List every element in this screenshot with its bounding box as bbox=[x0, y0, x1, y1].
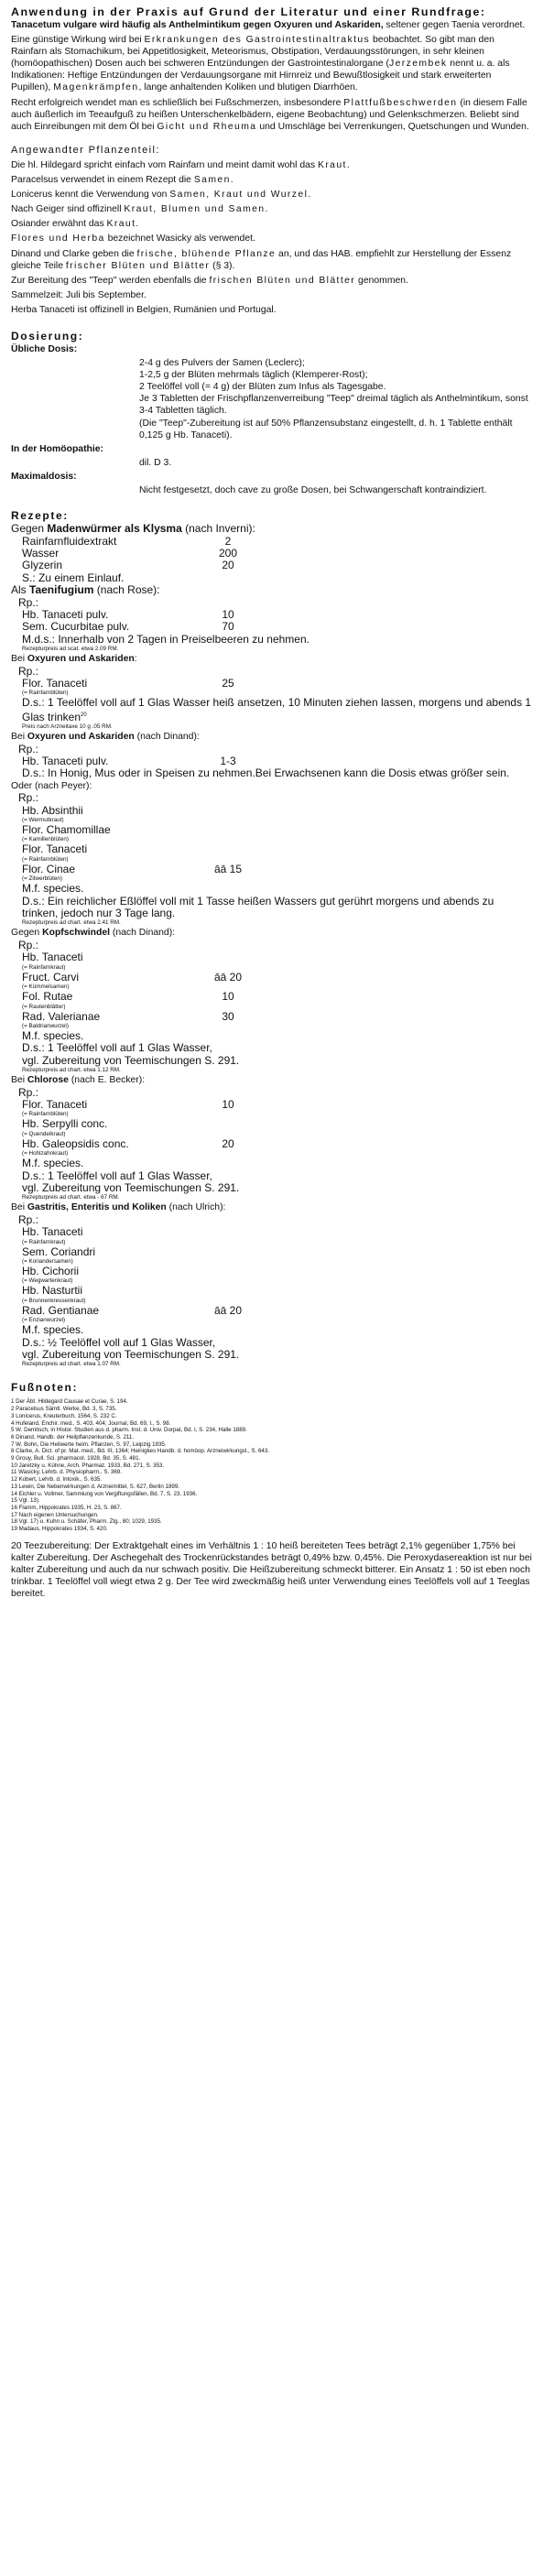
ingredient-qty: 200 bbox=[218, 546, 238, 560]
text-segment: . bbox=[308, 190, 311, 201]
recipe-mixture: M.f. species. bbox=[22, 1028, 84, 1042]
ingredient-qty: 1-3 bbox=[220, 755, 236, 767]
ingredient-translation: (= Kamillenblüten) bbox=[22, 836, 69, 843]
recipe-indication: Chlorose bbox=[27, 1075, 69, 1086]
ingredient-qty bbox=[178, 1226, 278, 1238]
ingredient-row bbox=[11, 1266, 533, 1277]
ingredient-name: Hb. Serpylli conc. bbox=[22, 1117, 108, 1131]
spaced-term: Plattfußbeschwerden bbox=[343, 97, 458, 108]
text-segment: Bei bbox=[11, 654, 27, 665]
dose-line: 2 Teelöffel voll (= 4 g) der Blüten zum Infus als Tagesgabe. bbox=[139, 382, 386, 393]
text-segment: Dinand und Clarke geben die bbox=[11, 248, 137, 259]
ingredient-row bbox=[11, 843, 533, 855]
recipe-indication: Taenifugium bbox=[29, 583, 94, 597]
ingredient-qty: 20 bbox=[222, 559, 234, 572]
ingredient-row bbox=[11, 951, 533, 963]
text-segment: bezeichnet Wasicky als verwendet. bbox=[104, 234, 255, 245]
applied-line-2 bbox=[11, 174, 533, 186]
footnote-item: 14 Eichler u. Vollmer, Sammlung von Vergiftungsfällen, Bd. 7, S. 23, 1936. bbox=[11, 1490, 198, 1497]
rp-label: Rp.: bbox=[18, 1212, 39, 1226]
rp-label: Rp.: bbox=[18, 938, 39, 951]
ingredient-name: Flor. Tanaceti bbox=[22, 1097, 88, 1111]
text-segment: (in diesem Falle auch äußerlich im Teeaufguß zu heißen Unterschenkelbädern, eigene Beobachtung) und Gelenkschmerzen. Beliebt sind auch Einreibungen mit dem Öl bei bbox=[11, 97, 527, 132]
recipe-title bbox=[11, 584, 533, 596]
paragraph-feet bbox=[11, 97, 533, 133]
text-segment: und Umschläge bei Verrenkungen, Quetschungen und Wunden. bbox=[256, 121, 529, 132]
spaced-term: Samen bbox=[193, 175, 231, 186]
ingredient-translation: (= Rainfarnblüten) bbox=[22, 1111, 69, 1118]
homeopathy-value: dil. D 3. bbox=[139, 457, 172, 468]
ingredient-qty: 30 bbox=[222, 1009, 234, 1023]
ingredient-translation: (= Enzianwurzel) bbox=[22, 1317, 66, 1324]
footnote-item: 12 Kobert, Lehrb. d. Intoxik., S. 635. bbox=[11, 1476, 103, 1484]
spaced-term: Magenkrämpfen bbox=[53, 82, 139, 93]
ingredient-name: Rainfarnfluidextrakt bbox=[22, 534, 117, 548]
ingredient-translation: (= Hohlzahnkraut) bbox=[22, 1150, 69, 1158]
spaced-term: Erkrankungen des Gastrointestinaltraktus bbox=[144, 35, 371, 46]
dose-line: 2-4 g des Pulvers der Samen (Leclerc); bbox=[139, 358, 305, 369]
footnote-item: 10 Jaretzky u. Kühne, Arch. Pharmaz. 1933, Bd. 271, S. 353. bbox=[11, 1462, 165, 1469]
anthelmintic-bold-text: Tanacetum vulgare wird häufig als Anthelmintikum gegen Oxyuren und Askariden, bbox=[11, 20, 384, 30]
footnote-item: 17 Nach eigenen Untersuchungen. bbox=[11, 1511, 99, 1518]
recipe-signature bbox=[11, 697, 533, 723]
applied-line-3 bbox=[11, 189, 533, 201]
ingredient-name: Flor. Chamomillae bbox=[22, 823, 111, 837]
ingredient-qty bbox=[178, 1246, 278, 1258]
recipe-price: Rezepturpreis ad scat. etwa 2.09 RM. bbox=[22, 646, 119, 653]
usual-dose-label: Übliche Dosis: bbox=[11, 343, 78, 354]
spaced-term: frischer Blüten und Blätter bbox=[65, 260, 211, 271]
recipe-list bbox=[11, 523, 533, 1368]
ingredient-name: Sem. Cucurbitae pulv. bbox=[22, 620, 130, 634]
footnote-item: 16 Flamm, Hippokrates 1935, H. 23, S. 867. bbox=[11, 1504, 122, 1511]
dose-line: (Die "Teep"-Zubereitung ist auf 50% Pflanzensubstanz eingestellt, d. h. 1 Tablette enthält 0,125 g Hb. Tanaceti). bbox=[139, 418, 513, 440]
footnote-item: 8 Clarke, A. Dict. of pr. Mat. med., Bd. III, 1364; Heinigkes Handb. d. homöop. Arzneiwirkungsl., S. 643. bbox=[11, 1448, 270, 1455]
text-segment: Osiander erwähnt das bbox=[11, 219, 107, 230]
ingredient-translation: (= Rainfarnblüten) bbox=[22, 690, 69, 697]
max-dose-label: Maximaldosis: bbox=[11, 471, 77, 482]
footnote-list bbox=[11, 1398, 533, 1532]
spaced-term: Flores und Herba bbox=[11, 234, 105, 245]
recipe-signature: D.s.: ½ Teelöffel voll auf 1 Glas Wasser, bbox=[22, 1335, 216, 1349]
ingredient-translation: (= Rainfarnblüten) bbox=[22, 855, 69, 863]
ingredient-name: Hb. Nasturtii bbox=[22, 1284, 83, 1298]
ingredient-name: Hb. Tanaceti pulv. bbox=[22, 607, 109, 621]
ingredient-qty bbox=[178, 1285, 278, 1297]
recipe-indication: Gastritis, Enteritis und Koliken bbox=[27, 1202, 167, 1213]
ingredient-row bbox=[11, 972, 533, 984]
recipe-indication: Oxyuren und Askariden bbox=[27, 732, 135, 743]
recipe-signature: D.s.: In Honig, Mus oder in Speisen zu nehmen.Bei Erwachsenen kann die Dosis etwas größer sein. bbox=[22, 766, 510, 780]
ingredient-name: Wasser bbox=[22, 546, 60, 560]
ingredient-row bbox=[11, 1305, 533, 1317]
ingredient-qty: āā 20 bbox=[213, 970, 243, 984]
ingredient-name: Glyzerin bbox=[22, 559, 63, 572]
ingredient-row bbox=[11, 805, 533, 817]
ingredient-translation: (= Baldrianwurzel) bbox=[22, 1022, 69, 1029]
ingredient-translation: (= Brunnenkressenkraut) bbox=[22, 1297, 86, 1304]
text-segment: . bbox=[346, 159, 350, 170]
spaced-term: Jerzembek bbox=[389, 59, 448, 70]
text-segment: Lonicerus kennt die Verwendung von bbox=[11, 190, 170, 201]
recipe-title bbox=[11, 927, 533, 939]
ingredient-name: Flor. Tanaceti bbox=[22, 676, 88, 690]
footnote-item: 11 Wasicky, Lehrb. d. Physiopharm., S. 369. bbox=[11, 1469, 122, 1476]
ingredient-row bbox=[11, 991, 533, 1003]
homeopathy-dose bbox=[11, 443, 533, 455]
footnote-item: 1 Der Äbt. Hildegard Causae et Curae, S. 194. bbox=[11, 1398, 128, 1406]
text-segment: Gegen bbox=[11, 522, 48, 536]
ingredient-row bbox=[11, 1118, 533, 1130]
spaced-term: Gicht und Rheuma bbox=[157, 121, 257, 132]
ingredient-name: Hb. Tanaceti pulv. bbox=[22, 755, 109, 767]
ingredient-row bbox=[11, 1226, 533, 1238]
max-dose bbox=[11, 471, 533, 483]
ingredient-name: Rad. Valerianae bbox=[22, 1009, 101, 1023]
applied-line-4 bbox=[11, 203, 533, 215]
ingredient-name: Flor. Tanaceti bbox=[22, 842, 88, 856]
text-segment: (nach Rose): bbox=[93, 583, 160, 597]
ingredient-name: Fol. Rutae bbox=[22, 990, 73, 1004]
ingredient-qty: 2 bbox=[224, 534, 232, 548]
text-segment: Paracelsus verwendet in einem Rezept die bbox=[11, 175, 194, 186]
applied-line-10: Herba Tanaceti ist offizinell in Belgien, Rumänien und Portugal. bbox=[11, 304, 277, 315]
recipe-indication: Kopfschwindel bbox=[42, 928, 110, 939]
ingredient-qty: 10 bbox=[222, 1097, 234, 1111]
recipe-indication: Madenwürmer als Klysma bbox=[47, 522, 182, 536]
paragraph-gastro bbox=[11, 34, 533, 93]
ingredient-row bbox=[11, 678, 533, 690]
text-segment: (§ 3). bbox=[210, 260, 235, 271]
ingredient-row bbox=[11, 1246, 533, 1258]
footnote-item: 3 Lonicerus, Kreuterbuch, 1564, S. 232 C. bbox=[11, 1412, 117, 1419]
spaced-term: frische, blühende Pflanze bbox=[136, 248, 277, 259]
footnote-item: 7 W. Bohn, Die Heilwerte heim. Pflanzen, S. 97, Leipzig 1935. bbox=[11, 1440, 167, 1448]
text-segment: Recht erfolgreich wendet man es schließlich bei Fußschmerzen, insbesondere bbox=[11, 97, 344, 108]
ingredient-name: Hb. Tanaceti bbox=[22, 951, 83, 964]
text-segment: beobachtet. So gibt man den Rainfarn als Stomachikum, bei Appetitlosigkeit, Meteorismus, Obstipation, Verdauungsstörungen, in sehr kleinen (homöopathischen) Dosen auch bei schweren Entzündungen der Gastrointestinalorgane ( bbox=[11, 35, 494, 70]
ingredient-qty: 70 bbox=[222, 620, 234, 634]
section-heading-applied-part: Angewandter Pflanzenteil: bbox=[11, 144, 160, 156]
ingredient-row bbox=[11, 1285, 533, 1297]
text-segment: Bei bbox=[11, 732, 27, 743]
text-segment: (nach E. Becker): bbox=[68, 1075, 146, 1086]
ingredient-translation: (= Zitwerblüten) bbox=[22, 875, 62, 883]
ingredient-name: Fruct. Carvi bbox=[22, 970, 80, 984]
paragraph-anthelmintic bbox=[11, 19, 533, 31]
rp-label: Rp.: bbox=[18, 664, 39, 678]
spaced-term: Kraut, Blumen und Samen bbox=[124, 204, 266, 215]
footnote-item: 2 Paracelsus Sämtl. Werke, Bd. 3, S. 735. bbox=[11, 1406, 117, 1413]
rp-label: Rp.: bbox=[18, 791, 39, 805]
rp-label: Rp.: bbox=[18, 595, 39, 609]
footnote-item: 18 Vgl. 17) u. Kuhn u. Schäfer, Pharm. Ztg., 80; 1029, 1935. bbox=[11, 1518, 162, 1526]
recipe-price: Rezepturpreis ad chart. etwa 1.07 RM. bbox=[22, 1361, 121, 1368]
ingredient-qty bbox=[178, 824, 278, 836]
ingredient-row bbox=[11, 864, 533, 875]
footnote-20-tea-preparation: 20 Teezubereitung: Der Extraktgehalt eines im Verhältnis 1 : 10 heiß bereiteten Tees beträgt 2,1% gegenüber 1,75% bei kalter Zubereitung. Der Aschegehalt des Trockenrückstandes beträgt 0,49% bzw. 0,45%. Die Peroxydasereaktion ist nur bei kalter Zubereitung und auch da nur schwach positiv. Die Heißzubereitung schmeckt bitterer. Ein Ansatz 1 : 50 ist eben noch trinkbar. 1 Teelöffel voll wiegt etwa 2 g. Der Tee wird zweckmäßig heiß unter Verwendung eines Teelöffels voll auf 1 Teeglas bereitet. bbox=[11, 1540, 532, 1599]
recipe-mixture: M.f. species. bbox=[22, 1323, 84, 1337]
text-segment: Die hl. Hildegard spricht einfach vom Rainfarn und meint damit wohl das bbox=[11, 159, 318, 170]
rp-label: Rp.: bbox=[18, 742, 39, 755]
recipe-title bbox=[11, 653, 533, 665]
recipe-indication: Oxyuren und Askariden bbox=[27, 654, 135, 665]
ingredient-translation: (= Rainfarnkraut) bbox=[22, 963, 66, 971]
rp-label: Rp.: bbox=[18, 1085, 39, 1099]
ingredient-qty bbox=[178, 1266, 278, 1277]
recipe-signature: M.d.s.: Innerhalb von 2 Tagen in Preiselbeeren zu nehmen. bbox=[22, 632, 310, 646]
ingredient-row bbox=[11, 755, 533, 767]
recipe-signature-ref: vgl. Zubereitung von Teemischungen S. 291. bbox=[22, 1053, 240, 1067]
footnote-item: 6 Dinand, Handb. der Heilpflanzenkunde, S. 211. bbox=[11, 1433, 135, 1440]
recipe-signature: S.: Zu einem Einlauf. bbox=[22, 571, 125, 584]
text-segment: . bbox=[136, 219, 139, 230]
ingredient-qty: āā 20 bbox=[213, 1303, 243, 1317]
ingredient-translation: (= Quendelkraut) bbox=[22, 1130, 66, 1137]
ingredient-qty bbox=[178, 843, 278, 855]
text-segment: Bei bbox=[11, 1075, 27, 1086]
usual-dose-block bbox=[11, 343, 533, 355]
text-segment: : bbox=[134, 654, 137, 665]
recipe-price: Rezepturpreis ad chart. etwa 1.12 RM. bbox=[22, 1067, 121, 1074]
section-heading-footnotes: Fußnoten: bbox=[11, 1381, 79, 1395]
ingredient-translation: (= Koriandersamen) bbox=[22, 1258, 73, 1265]
applied-line-8 bbox=[11, 275, 533, 287]
ingredient-qty bbox=[178, 951, 278, 963]
text-segment: nennt u. a. als Indikationen: Heftige Entzündungen der Verdauungsorgane mit Hirnreiz und Bewußtlosigkeit und stark erweiterten Pupillen), bbox=[11, 59, 510, 93]
spaced-term: Kraut bbox=[106, 219, 136, 230]
applied-line-7 bbox=[11, 248, 533, 272]
ingredient-qty: āā 15 bbox=[213, 862, 243, 875]
ingredient-name: Sem. Coriandri bbox=[22, 1245, 96, 1258]
homeopathy-value-row bbox=[11, 457, 533, 469]
recipe-signature-ref: vgl. Zubereitung von Teemischungen S. 291. bbox=[22, 1348, 240, 1362]
text-segment: Zur Bereitung des "Teep" werden ebenfalls die bbox=[11, 275, 210, 286]
ingredient-qty bbox=[178, 1118, 278, 1130]
recipe-title: Oder (nach Peyer): bbox=[11, 780, 92, 791]
applied-line-6 bbox=[11, 233, 533, 245]
applied-line-1 bbox=[11, 159, 533, 171]
ingredient-name: Flor. Cinae bbox=[22, 862, 76, 875]
homeopathy-label: In der Homöopathie: bbox=[11, 443, 104, 454]
recipe-signature-ref: vgl. Zubereitung von Teemischungen S. 291. bbox=[22, 1180, 240, 1194]
dose-line: Je 3 Tabletten der Frischpflanzenverreibung "Teep" dreimal täglich als Anthelmintikum, sonst 3-4 Tabletten täglich. bbox=[139, 394, 528, 417]
dose-line: 1-2,5 g der Blüten mehrmals täglich (Klemperer-Rost); bbox=[139, 370, 368, 381]
ingredient-qty: 25 bbox=[222, 676, 234, 690]
footnote-item: 13 Lewin, Die Nebenwirkungen d. Arzneimittel, S. 627, Berlin 1899. bbox=[11, 1483, 180, 1490]
text-segment: , lange anhaltenden Koliken und blutigen Diarrhöen. bbox=[138, 82, 358, 93]
text-segment: (nach Dinand): bbox=[134, 732, 200, 743]
ingredient-name: Hb. Tanaceti bbox=[22, 1225, 83, 1239]
ingredient-translation: (= Wegwartenkraut) bbox=[22, 1277, 73, 1285]
max-dose-value: Nicht festgesetzt, doch cave zu große Dosen, bei Schwangerschaft kontraindiziert. bbox=[139, 485, 487, 495]
document-page bbox=[11, 5, 533, 1603]
max-dose-value-row bbox=[11, 484, 533, 496]
ingredient-row bbox=[11, 548, 533, 560]
text-segment: an, und das HAB. empfiehlt zur Herstellung der Essenz gleiche Teile bbox=[11, 248, 512, 271]
applied-line-5 bbox=[11, 218, 533, 230]
recipe-title bbox=[11, 731, 533, 743]
anthelmintic-rest-text: seltener gegen Taenia verordnet. bbox=[383, 20, 526, 30]
ingredient-name: Hb. Cichorii bbox=[22, 1265, 80, 1277]
section-heading-dosage: Dosierung: bbox=[11, 329, 84, 342]
ingredient-name: Hb. Absinthii bbox=[22, 803, 83, 817]
ingredient-row bbox=[11, 1138, 533, 1150]
text-segment: Als bbox=[11, 583, 30, 597]
ingredient-row bbox=[11, 536, 533, 548]
text-segment: (nach Inverni): bbox=[181, 522, 255, 536]
ingredient-qty bbox=[178, 805, 278, 817]
signature-text: D.s.: 1 Teelöffel voll auf 1 Glas Wasser heiß ansetzen, 10 Minuten ziehen lassen, morgens und abends 1 Glas trinken bbox=[22, 696, 532, 723]
footnote-item: 9 Grouy, Bull. Sci. pharmacol. 1928, Bd. 35, S. 481. bbox=[11, 1455, 141, 1462]
text-segment: Gegen bbox=[11, 928, 43, 939]
text-segment: (nach Dinand): bbox=[110, 928, 176, 939]
recipe-signature: D.s.: 1 Teelöffel voll auf 1 Glas Wasser, bbox=[22, 1168, 212, 1182]
recipe-price: Preis nach Arzneitaxe 10 g .05 RM. bbox=[22, 723, 113, 731]
ingredient-translation: (= Wermutkraut) bbox=[22, 817, 64, 824]
applied-line-9: Sammelzeit: Juli bis September. bbox=[11, 289, 147, 300]
ingredient-row bbox=[11, 824, 533, 836]
ingredient-name: Rad. Gentianae bbox=[22, 1303, 100, 1317]
ingredient-translation: (= Rainfarnkraut) bbox=[22, 1238, 66, 1245]
usual-dose-values bbox=[11, 357, 533, 441]
ingredient-qty: 10 bbox=[222, 990, 234, 1004]
ingredient-name: Hb. Galeopsidis conc. bbox=[22, 1136, 129, 1150]
recipe-title bbox=[11, 523, 533, 535]
text-segment: genommen. bbox=[355, 275, 408, 286]
text-segment: (nach Ulrich): bbox=[166, 1202, 226, 1213]
recipe-title bbox=[11, 1201, 533, 1213]
recipe-signature: D.s.: 1 Teelöffel voll auf 1 Glas Wasser, bbox=[22, 1041, 212, 1055]
footnote-item: 15 Vgl. 13). bbox=[11, 1497, 40, 1505]
text-segment: . bbox=[230, 175, 233, 186]
ingredient-translation: (= Kümmelsamen) bbox=[22, 984, 70, 991]
text-segment: Eine günstige Wirkung wird bei bbox=[11, 35, 145, 46]
recipe-mixture: M.f. species. bbox=[22, 882, 84, 896]
recipe-mixture: M.f. species. bbox=[22, 1157, 84, 1170]
spaced-term: Kraut bbox=[317, 159, 347, 170]
recipe-signature: D.s.: Ein reichlicher Eßlöffel voll mit 1 Tasse heißen Wassers gut gerührt morgens und abends zu trinken, jedoch nur 3 Tage lang. bbox=[22, 894, 494, 920]
text-segment: Nach Geiger sind offizinell bbox=[11, 204, 125, 215]
text-segment: . bbox=[265, 204, 268, 215]
ingredient-translation: (= Rautenblätter) bbox=[22, 1003, 66, 1010]
text-segment: Bei bbox=[11, 1202, 27, 1213]
recipe-title bbox=[11, 1074, 533, 1086]
recipe-price: Rezepturpreis ad chart. etwa 2.41 RM. bbox=[22, 919, 121, 927]
ingredient-qty: 10 bbox=[222, 607, 234, 621]
ingredient-row bbox=[11, 1099, 533, 1111]
ingredient-row bbox=[11, 560, 533, 571]
ingredient-row bbox=[11, 609, 533, 621]
footnote-item: 19 Madaus, Hippokrates 1934, S. 420. bbox=[11, 1526, 108, 1533]
recipe-price: Rezepturpreis ad chart. etwa - 67 RM. bbox=[22, 1194, 120, 1201]
section-heading-application: Anwendung in der Praxis auf Grund der Literatur und einer Rundfrage: bbox=[11, 5, 486, 18]
spaced-term: Samen, Kraut und Wurzel bbox=[169, 190, 309, 201]
footnote-item: 5 W. Demitsch, in Histor. Studien aus d. pharm. Inst. d. Univ. Dorpat, Bd. I, S. 234, Halle 1889. bbox=[11, 1427, 247, 1434]
ingredient-row bbox=[11, 621, 533, 633]
ingredient-qty: 20 bbox=[222, 1136, 234, 1150]
ingredient-row bbox=[11, 1011, 533, 1023]
section-heading-recipes: Rezepte: bbox=[11, 509, 69, 523]
footnote-ref[interactable]: 20 bbox=[81, 712, 87, 718]
spaced-term: frischen Blüten und Blätter bbox=[209, 275, 356, 286]
footnote-item: 4 Hufeland, Enchir. med., S. 403, 404; Journal, Bd. 69, I., S. 98. bbox=[11, 1419, 171, 1427]
